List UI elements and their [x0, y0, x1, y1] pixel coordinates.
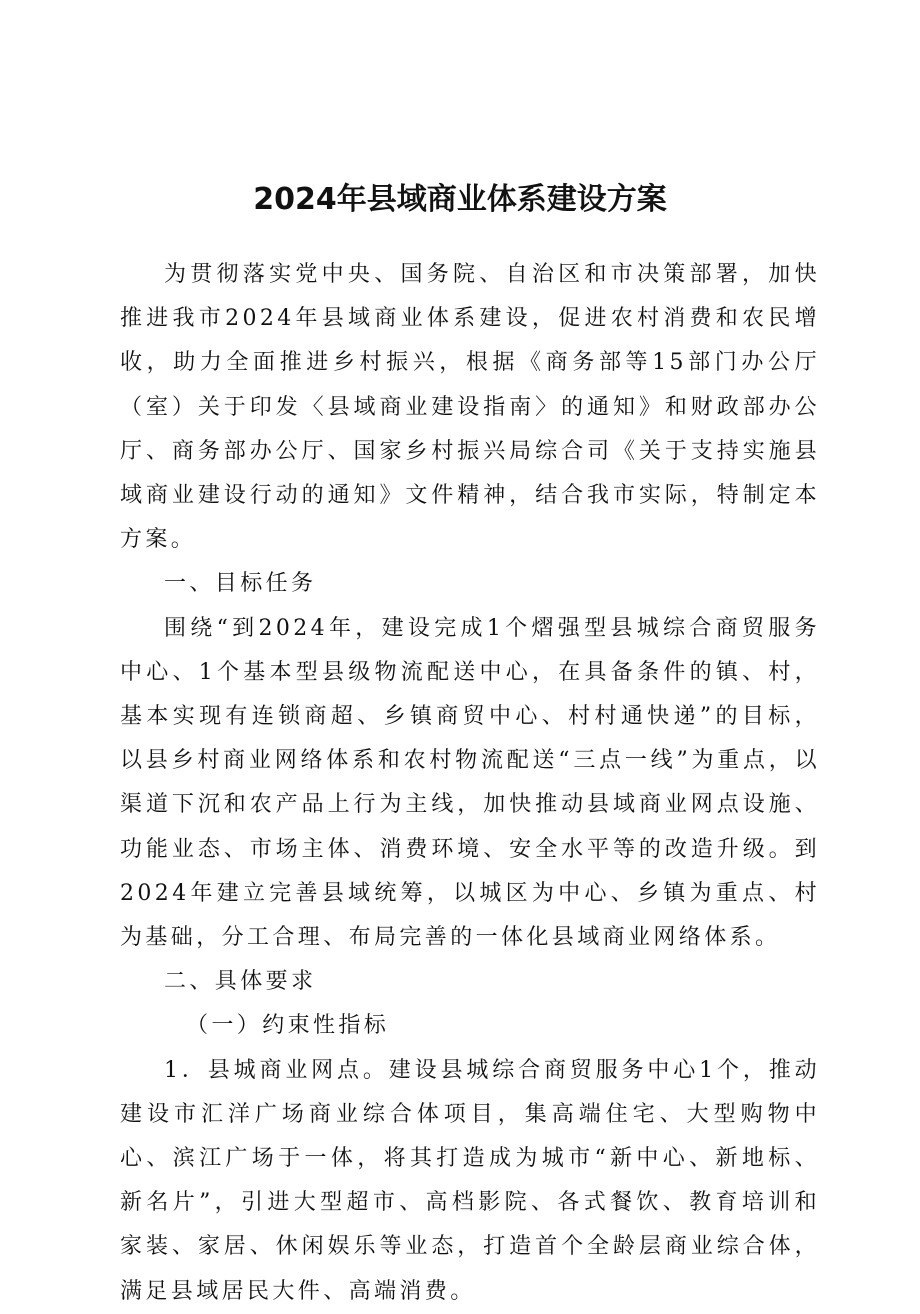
- document-title: 2024年县域商业体系建设方案: [253, 182, 667, 217]
- goals-paragraph: 围绕“到2024年，建设完成1个熠强型县城综合商贸服务中心、1个基本型县级物流配送中心，在具备条件的镇、村，基本实现有连锁商超、乡镇商贸中心、村村通快递”的目标，以县乡村商业网络体系和农村物流配送“三点一线”为重点，以渠道下沉和农产品上行为主线，加快推动县域商业网点设施、功能业态、市场主体、消费环境、安全水平等的改造升级。到2024年建立完善县域统筹，以城区为中心、乡镇为重点、村为基础，分工合理、布局完善的一体化县域商业网络体系。: [120, 615, 820, 951]
- document-body: [120, 253, 820, 1314]
- intro-paragraph: 为贯彻落实党中央、国务院、自治区和市决策部署，加快推进我市2024年县域商业体系建设，促进农村消费和农民增收，助力全面推进乡村振兴，根据《商务部等15部门办公厅（室）关于印发〈县域商业建设指南〉的通知》和财政部办公厅、商务部办公厅、国家乡村振兴局综合司《关于支持实施县域商业建设行动的通知》文件精神，结合我市实际，特制定本方案。: [120, 262, 820, 553]
- item-county-commercial-outlets: 1．县城商业网点。建设县城综合商贸服务中心1个，推动建设市汇洋广场商业综合体项目，集高端住宅、大型购物中心、滨江广场于一体，将其打造成为城市“新中心、新地标、新名片”，引进大型超市、高档影院、各式餐饮、教育培训和家装、家居、休闲娱乐等业态，打造首个全龄层商业综合体，满足县域居民大件、高端消费。: [120, 1057, 820, 1304]
- section-heading-requirements: 二、具体要求: [164, 969, 317, 995]
- subsection-heading-binding-indicators: （一）约束性指标: [186, 1013, 390, 1039]
- section-heading-goals: 一、目标任务: [164, 571, 317, 597]
